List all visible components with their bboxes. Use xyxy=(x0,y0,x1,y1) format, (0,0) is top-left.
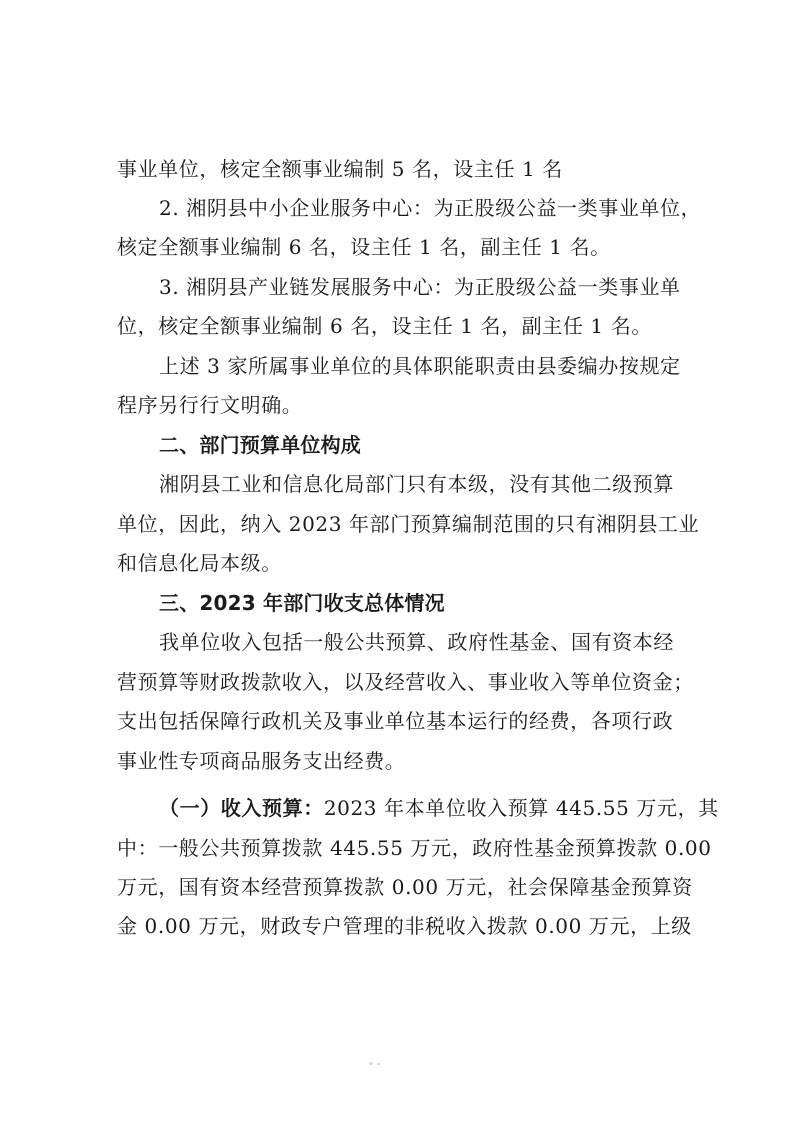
paragraph-line: 3. 湘阴县产业链发展服务中心：为正股级公益一类事业单 xyxy=(159,275,681,299)
paragraph-line: 程序另行行文明确。 xyxy=(117,393,303,417)
paragraph-line: 湘阴县工业和信息化局部门只有本级，没有其他二级预算 xyxy=(159,472,674,496)
paragraph-line: 2. 湘阴县中小企业服务中心：为正股级公益一类事业单位， xyxy=(159,196,702,220)
paragraph-line: 我单位收入包括一般公共预算、政府性基金、国有资本经 xyxy=(159,630,674,654)
paragraph-line: 位，核定全额事业编制 6 名，设主任 1 名，副主任 1 名。 xyxy=(117,314,652,338)
paragraph-line: 支出包括保障行政机关及事业单位基本运行的经费，各项行政 xyxy=(117,709,674,733)
paragraph-line: 上述 3 家所属事业单位的具体职能职责由县委编办按规定 xyxy=(159,354,681,378)
paragraph-line: 营预算等财政拨款收入，以及经营收入、事业收入等单位资金； xyxy=(117,670,694,694)
subsection-text: 2023 年本单位收入预算 445.55 万元，其 xyxy=(323,796,719,820)
paragraph-line: 中：一般公共预算拨款 445.55 万元，政府性基金预算拨款 0.00 xyxy=(117,836,712,860)
subsection-line xyxy=(159,796,719,820)
paragraph-line: 单位，因此，纳入 2023 年部门预算编制范围的只有湘阴县工业 xyxy=(117,512,700,536)
paragraph-line: 事业单位，核定全额事业编制 5 名，设主任 1 名 xyxy=(117,157,563,181)
section-heading: 二、部门预算单位构成 xyxy=(159,433,361,457)
paragraph-line: 核定全额事业编制 6 名，设主任 1 名，副主任 1 名。 xyxy=(117,235,611,259)
section-heading: 三、2023 年部门收支总体情况 xyxy=(159,591,445,615)
subsection-label: （一）收入预算： xyxy=(159,796,324,820)
scan-speck xyxy=(377,1063,380,1065)
paragraph-line: 和信息化局本级。 xyxy=(117,551,282,575)
paragraph-line: 金 0.00 万元，财政专户管理的非税收入拨款 0.00 万元，上级 xyxy=(117,914,692,938)
paragraph-line: 万元，国有资本经营预算拨款 0.00 万元，社会保障基金预算资 xyxy=(117,875,693,899)
paragraph-line: 事业性专项商品服务支出经费。 xyxy=(117,749,406,773)
scan-speck xyxy=(369,1062,373,1065)
